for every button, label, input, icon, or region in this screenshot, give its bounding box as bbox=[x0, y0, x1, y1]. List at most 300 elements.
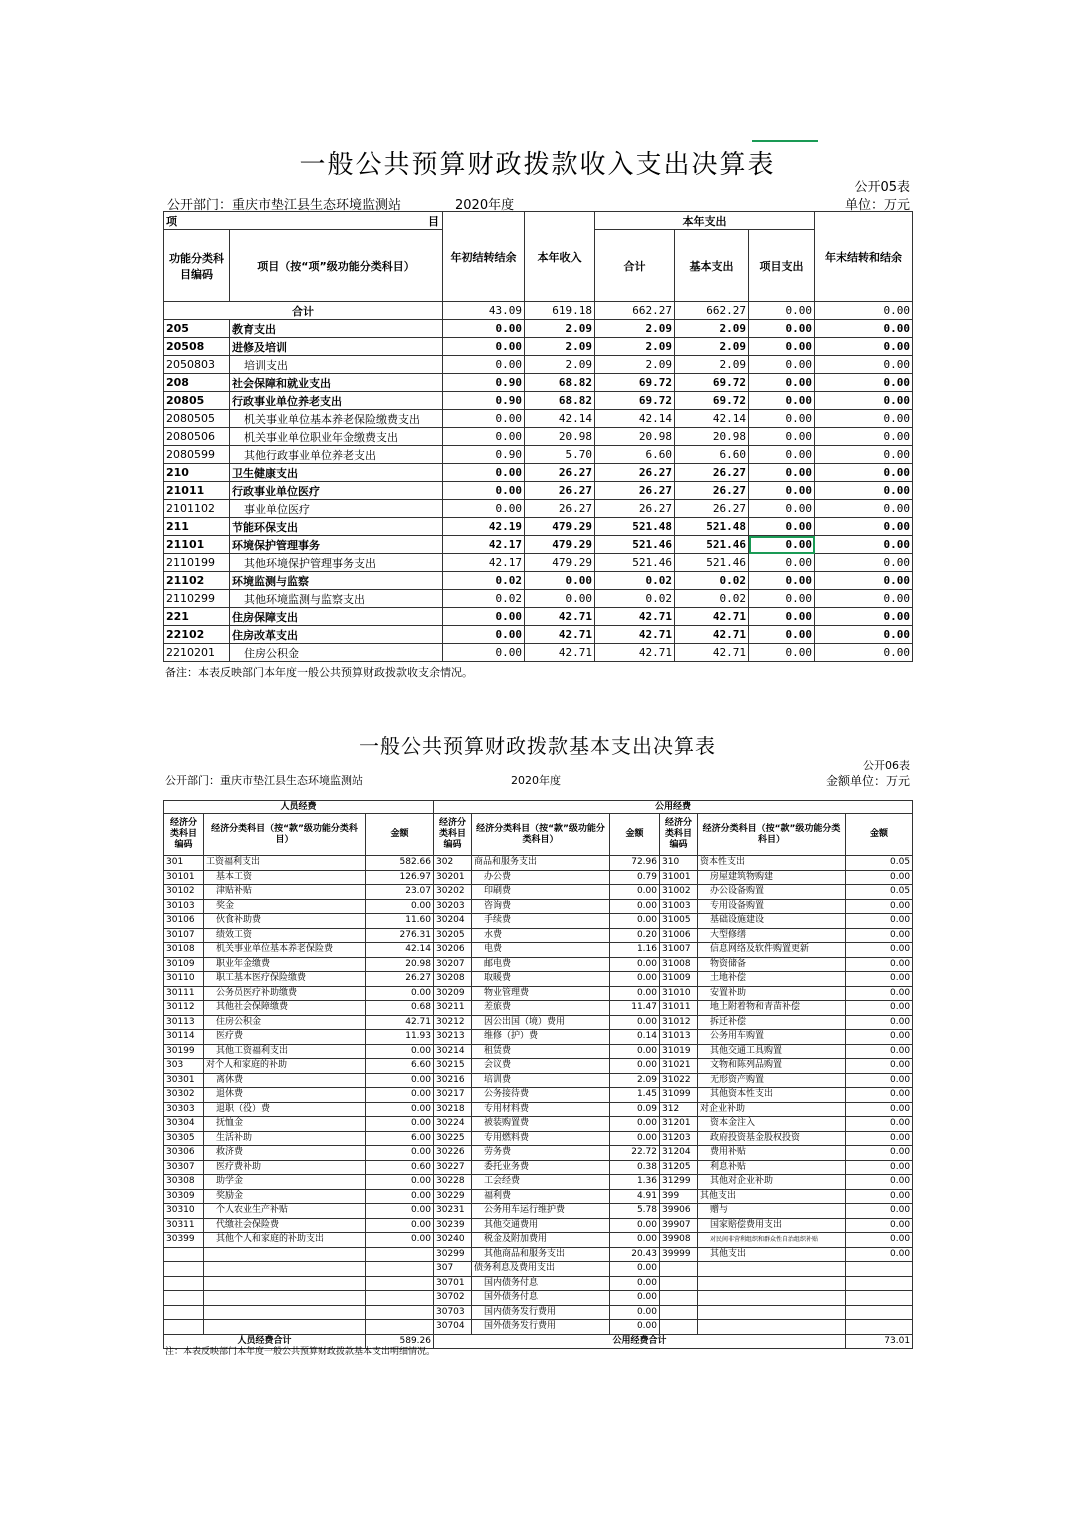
public-amount: 1.16 bbox=[610, 943, 660, 958]
row-total: 6.60 bbox=[595, 446, 675, 464]
personnel-name: 其他社会保障缴费 bbox=[204, 1001, 366, 1016]
table-row bbox=[164, 1204, 913, 1219]
capital-code: 31002 bbox=[660, 885, 698, 900]
personnel-code: 30302 bbox=[164, 1088, 204, 1103]
public-amount: 11.47 bbox=[610, 1001, 660, 1016]
row-end: 0.00 bbox=[815, 356, 913, 374]
row-begin: 42.17 bbox=[443, 536, 525, 554]
total-income: 619.18 bbox=[525, 302, 595, 320]
capital-name: 拆迁补偿 bbox=[698, 1015, 846, 1030]
header-amount-1: 金额 bbox=[366, 814, 434, 856]
header-personnel: 人员经费 bbox=[164, 801, 434, 814]
public-name: 债务利息及费用支出 bbox=[472, 1262, 610, 1277]
personnel-name: 工资福利支出 bbox=[204, 856, 366, 871]
table-row bbox=[164, 500, 913, 518]
table-row bbox=[164, 943, 913, 958]
public-name: 办公费 bbox=[472, 870, 610, 885]
personnel-name bbox=[204, 1291, 366, 1306]
capital-code bbox=[660, 1262, 698, 1277]
row-begin: 0.00 bbox=[443, 464, 525, 482]
personnel-code: 30304 bbox=[164, 1117, 204, 1132]
header-name-2: 经济分类科目（按“款”级功能分类科目） bbox=[472, 814, 610, 856]
row-begin: 0.00 bbox=[443, 500, 525, 518]
public-code: 30214 bbox=[434, 1044, 472, 1059]
unit-label: 单位：万元 bbox=[844, 198, 910, 213]
row-item-name: 卫生健康支出 bbox=[230, 464, 443, 482]
row-item-name: 行政事业单位医疗 bbox=[230, 482, 443, 500]
personnel-amount: 126.97 bbox=[366, 870, 434, 885]
public-amount: 0.00 bbox=[610, 986, 660, 1001]
row-begin: 0.02 bbox=[443, 572, 525, 590]
public-amount: 0.00 bbox=[610, 1320, 660, 1335]
row-begin: 0.90 bbox=[443, 374, 525, 392]
personnel-name: 对个人和家庭的补助 bbox=[204, 1059, 366, 1074]
public-name: 商品和服务支出 bbox=[472, 856, 610, 871]
row-project: 0.00 bbox=[749, 590, 815, 608]
row-project: 0.00 bbox=[749, 464, 815, 482]
row-end: 0.00 bbox=[815, 554, 913, 572]
header-begin: 年初结转结余 bbox=[443, 212, 525, 302]
public-code: 30203 bbox=[434, 899, 472, 914]
personnel-code: 30107 bbox=[164, 928, 204, 943]
capital-name: 无形资产购置 bbox=[698, 1073, 846, 1088]
personnel-code bbox=[164, 1247, 204, 1262]
row-income: 2.09 bbox=[525, 356, 595, 374]
row-item-name: 其他行政事业单位养老支出 bbox=[230, 446, 443, 464]
capital-name: 资本金注入 bbox=[698, 1117, 846, 1132]
personnel-amount: 42.71 bbox=[366, 1015, 434, 1030]
public-code: 30215 bbox=[434, 1059, 472, 1074]
capital-code: 31013 bbox=[660, 1030, 698, 1045]
row-end: 0.00 bbox=[815, 500, 913, 518]
public-code: 30201 bbox=[434, 870, 472, 885]
capital-name: 利息补贴 bbox=[698, 1160, 846, 1175]
row-item-name: 事业单位医疗 bbox=[230, 500, 443, 518]
capital-code: 31005 bbox=[660, 914, 698, 929]
personnel-name bbox=[204, 1247, 366, 1262]
row-basic: 42.14 bbox=[675, 410, 749, 428]
public-name: 专用材料费 bbox=[472, 1102, 610, 1117]
row-func-code: 20805 bbox=[164, 392, 230, 410]
row-income: 42.71 bbox=[525, 608, 595, 626]
row-begin: 0.00 bbox=[443, 626, 525, 644]
header-amount-2: 金额 bbox=[610, 814, 660, 856]
capital-code: 39906 bbox=[660, 1204, 698, 1219]
row-end: 0.00 bbox=[815, 428, 913, 446]
personnel-code: 303 bbox=[164, 1059, 204, 1074]
capital-amount: 0.00 bbox=[846, 1218, 913, 1233]
public-code: 30212 bbox=[434, 1015, 472, 1030]
personnel-amount: 0.00 bbox=[366, 1044, 434, 1059]
table-row bbox=[164, 986, 913, 1001]
capital-name: 资本性支出 bbox=[698, 856, 846, 871]
public-amount: 0.00 bbox=[610, 1305, 660, 1320]
public-amount: 0.00 bbox=[610, 1059, 660, 1074]
public-code: 30240 bbox=[434, 1233, 472, 1248]
public-code: 30704 bbox=[434, 1320, 472, 1335]
row-func-code: 2080505 bbox=[164, 410, 230, 428]
header-basic: 基本支出 bbox=[675, 230, 749, 302]
row-project: 0.00 bbox=[749, 446, 815, 464]
personnel-name: 抚恤金 bbox=[204, 1117, 366, 1132]
capital-code bbox=[660, 1305, 698, 1320]
personnel-amount: 26.27 bbox=[366, 972, 434, 987]
capital-amount: 0.00 bbox=[846, 1059, 913, 1074]
personnel-amount: 0.68 bbox=[366, 1001, 434, 1016]
row-func-code: 2080506 bbox=[164, 428, 230, 446]
total-basic: 662.27 bbox=[675, 302, 749, 320]
row-project: 0.00 bbox=[749, 518, 815, 536]
header-func-code: 功能分类科目编码 bbox=[164, 230, 230, 302]
table-row bbox=[164, 1175, 913, 1190]
public-amount: 0.38 bbox=[610, 1160, 660, 1175]
personnel-amount: 0.00 bbox=[366, 1175, 434, 1190]
row-total: 42.71 bbox=[595, 644, 675, 662]
public-name: 水费 bbox=[472, 928, 610, 943]
row-basic: 0.02 bbox=[675, 572, 749, 590]
table-row bbox=[164, 1088, 913, 1103]
personnel-amount: 0.00 bbox=[366, 899, 434, 914]
row-basic: 521.46 bbox=[675, 536, 749, 554]
row-total: 42.14 bbox=[595, 410, 675, 428]
row-project: 0.00 bbox=[749, 356, 815, 374]
capital-code: 31010 bbox=[660, 986, 698, 1001]
row-basic: 6.60 bbox=[675, 446, 749, 464]
table-row bbox=[164, 1233, 913, 1248]
row-income: 42.71 bbox=[525, 626, 595, 644]
row-basic: 2.09 bbox=[675, 338, 749, 356]
public-amount: 0.00 bbox=[610, 899, 660, 914]
row-basic: 2.09 bbox=[675, 320, 749, 338]
header-name-3: 经济分类科目（按“款”级功能分类科目） bbox=[698, 814, 846, 856]
row-income: 479.29 bbox=[525, 554, 595, 572]
capital-amount: 0.00 bbox=[846, 1233, 913, 1248]
row-end: 0.00 bbox=[815, 482, 913, 500]
personnel-amount: 0.00 bbox=[366, 1073, 434, 1088]
capital-amount: 0.00 bbox=[846, 1247, 913, 1262]
public-code: 30213 bbox=[434, 1030, 472, 1045]
row-begin: 0.00 bbox=[443, 482, 525, 500]
table-row bbox=[164, 1030, 913, 1045]
capital-name: 其他资本性支出 bbox=[698, 1088, 846, 1103]
row-project: 0.00 bbox=[749, 626, 815, 644]
personnel-amount bbox=[366, 1276, 434, 1291]
public-amount: 0.14 bbox=[610, 1030, 660, 1045]
row-income: 20.98 bbox=[525, 428, 595, 446]
personnel-name: 离休费 bbox=[204, 1073, 366, 1088]
public-code: 30204 bbox=[434, 914, 472, 929]
capital-amount: 0.00 bbox=[846, 1146, 913, 1161]
public-amount: 5.78 bbox=[610, 1204, 660, 1219]
row-item-name: 住房改革支出 bbox=[230, 626, 443, 644]
row-begin: 0.90 bbox=[443, 446, 525, 464]
public-name: 其他交通费用 bbox=[472, 1218, 610, 1233]
row-begin: 0.00 bbox=[443, 644, 525, 662]
public-amount: 2.09 bbox=[610, 1073, 660, 1088]
row-item-name: 节能环保支出 bbox=[230, 518, 443, 536]
header-public: 公用经费 bbox=[434, 801, 913, 814]
table-06-title: 一般公共预算财政拨款基本支出决算表 bbox=[359, 734, 716, 758]
personnel-code bbox=[164, 1291, 204, 1306]
table-row bbox=[164, 464, 913, 482]
personnel-amount: 0.00 bbox=[366, 1102, 434, 1117]
capital-code: 31021 bbox=[660, 1059, 698, 1074]
personnel-amount bbox=[366, 1320, 434, 1335]
public-name: 物业管理费 bbox=[472, 986, 610, 1001]
capital-amount: 0.00 bbox=[846, 1117, 913, 1132]
row-project: 0.00 bbox=[749, 338, 815, 356]
row-project: 0.00 bbox=[749, 644, 815, 662]
capital-amount: 0.00 bbox=[846, 914, 913, 929]
capital-name: 对民间非营利组织和群众性自治组织补贴 bbox=[698, 1233, 846, 1248]
row-end: 0.00 bbox=[815, 446, 913, 464]
table-row bbox=[164, 356, 913, 374]
capital-amount: 0.00 bbox=[846, 1073, 913, 1088]
table-row bbox=[164, 1073, 913, 1088]
capital-name: 房屋建筑物购建 bbox=[698, 870, 846, 885]
table-row bbox=[164, 914, 913, 929]
public-name: 公务接待费 bbox=[472, 1088, 610, 1103]
capital-amount: 0.00 bbox=[846, 1175, 913, 1190]
row-income: 26.27 bbox=[525, 482, 595, 500]
row-func-code: 2110199 bbox=[164, 554, 230, 572]
capital-code: 31022 bbox=[660, 1073, 698, 1088]
capital-code: 31007 bbox=[660, 943, 698, 958]
public-code: 30209 bbox=[434, 986, 472, 1001]
row-item-name: 环境保护管理事务 bbox=[230, 536, 443, 554]
capital-amount: 0.00 bbox=[846, 957, 913, 972]
capital-amount: 0.00 bbox=[846, 1044, 913, 1059]
personnel-amount bbox=[366, 1247, 434, 1262]
personnel-amount: 20.98 bbox=[366, 957, 434, 972]
public-amount: 0.00 bbox=[610, 1262, 660, 1277]
row-begin: 0.90 bbox=[443, 392, 525, 410]
table-row bbox=[164, 626, 913, 644]
row-basic: 42.71 bbox=[675, 626, 749, 644]
personnel-name: 奖励金 bbox=[204, 1189, 366, 1204]
year-label: 2020年度 bbox=[455, 198, 515, 213]
row-end: 0.00 bbox=[815, 410, 913, 428]
row-income: 0.00 bbox=[525, 572, 595, 590]
table-row bbox=[164, 1001, 913, 1016]
row-total: 42.71 bbox=[595, 608, 675, 626]
personnel-code: 30301 bbox=[164, 1073, 204, 1088]
personnel-amount: 0.00 bbox=[366, 1189, 434, 1204]
personnel-name: 个人农业生产补贴 bbox=[204, 1204, 366, 1219]
personnel-name: 其他工资福利支出 bbox=[204, 1044, 366, 1059]
capital-code bbox=[660, 1320, 698, 1335]
public-name: 公务用车运行维护费 bbox=[472, 1204, 610, 1219]
table-05-sheet bbox=[163, 140, 912, 680]
personnel-amount: 0.00 bbox=[366, 1088, 434, 1103]
public-amount: 0.00 bbox=[610, 914, 660, 929]
row-begin: 0.02 bbox=[443, 590, 525, 608]
public-code: 30703 bbox=[434, 1305, 472, 1320]
public-code: 30211 bbox=[434, 1001, 472, 1016]
row-func-code: 20508 bbox=[164, 338, 230, 356]
table-row bbox=[164, 392, 913, 410]
row-basic: 521.46 bbox=[675, 554, 749, 572]
personnel-name: 其他个人和家庭的补助支出 bbox=[204, 1233, 366, 1248]
personnel-code: 30307 bbox=[164, 1160, 204, 1175]
row-project: 0.00 bbox=[749, 428, 815, 446]
capital-code: 31001 bbox=[660, 870, 698, 885]
row-project: 0.00 bbox=[749, 500, 815, 518]
capital-name: 地上附着物和青苗补偿 bbox=[698, 1001, 846, 1016]
header-mu: 目 bbox=[428, 214, 439, 228]
header-name-1: 经济分类科目（按“款”级功能分类科目） bbox=[204, 814, 366, 856]
row-income: 479.29 bbox=[525, 518, 595, 536]
capital-code: 31019 bbox=[660, 1044, 698, 1059]
header-amount-3: 金额 bbox=[846, 814, 913, 856]
personnel-name: 津贴补贴 bbox=[204, 885, 366, 900]
public-code: 30225 bbox=[434, 1131, 472, 1146]
personnel-name: 生活补助 bbox=[204, 1131, 366, 1146]
total-sum: 662.27 bbox=[595, 302, 675, 320]
row-income: 42.71 bbox=[525, 644, 595, 662]
capital-name: 费用补贴 bbox=[698, 1146, 846, 1161]
capital-amount: 0.00 bbox=[846, 1030, 913, 1045]
public-name: 印刷费 bbox=[472, 885, 610, 900]
capital-code: 31299 bbox=[660, 1175, 698, 1190]
personnel-code: 30108 bbox=[164, 943, 204, 958]
public-amount: 72.96 bbox=[610, 856, 660, 871]
capital-amount: 0.00 bbox=[846, 1102, 913, 1117]
capital-name: 政府投资基金股权投资 bbox=[698, 1131, 846, 1146]
row-project[interactable]: 0.00 bbox=[749, 536, 815, 554]
row-func-code: 2110299 bbox=[164, 590, 230, 608]
capital-code: 39907 bbox=[660, 1218, 698, 1233]
total-end: 0.00 bbox=[815, 302, 913, 320]
personnel-name: 机关事业单位基本养老保险费 bbox=[204, 943, 366, 958]
row-func-code: 205 bbox=[164, 320, 230, 338]
public-name: 工会经费 bbox=[472, 1175, 610, 1190]
row-income: 2.09 bbox=[525, 338, 595, 356]
public-code: 30218 bbox=[434, 1102, 472, 1117]
public-code: 30702 bbox=[434, 1291, 472, 1306]
public-name: 委托业务费 bbox=[472, 1160, 610, 1175]
table-row bbox=[164, 572, 913, 590]
table-row bbox=[164, 928, 913, 943]
public-amount: 0.09 bbox=[610, 1102, 660, 1117]
personnel-code: 30110 bbox=[164, 972, 204, 987]
personnel-amount: 582.66 bbox=[366, 856, 434, 871]
table-row bbox=[164, 644, 913, 662]
capital-amount: 0.05 bbox=[846, 856, 913, 871]
public-amount: 0.00 bbox=[610, 1131, 660, 1146]
department-label-06: 公开部门：重庆市垫江县生态环境监测站 bbox=[165, 774, 363, 787]
form-number-06: 公开06表 bbox=[863, 759, 910, 772]
row-total: 0.02 bbox=[595, 590, 675, 608]
row-func-code: 211 bbox=[164, 518, 230, 536]
public-code: 30701 bbox=[434, 1276, 472, 1291]
capital-name: 文物和陈列品购置 bbox=[698, 1059, 846, 1074]
capital-name: 专用设备购置 bbox=[698, 899, 846, 914]
personnel-name: 住房公积金 bbox=[204, 1015, 366, 1030]
row-total: 69.72 bbox=[595, 392, 675, 410]
public-code: 30227 bbox=[434, 1160, 472, 1175]
table-row bbox=[164, 374, 913, 392]
table-row bbox=[164, 1044, 913, 1059]
table-row bbox=[164, 1160, 913, 1175]
personnel-total-value: 589.26 bbox=[366, 1334, 434, 1349]
row-func-code: 21101 bbox=[164, 536, 230, 554]
form-number: 公开05表 bbox=[854, 180, 910, 195]
personnel-name: 伙食补助费 bbox=[204, 914, 366, 929]
row-basic: 0.02 bbox=[675, 590, 749, 608]
capital-name: 其他交通工具购置 bbox=[698, 1044, 846, 1059]
public-amount: 1.45 bbox=[610, 1088, 660, 1103]
personnel-code bbox=[164, 1305, 204, 1320]
public-amount: 0.20 bbox=[610, 928, 660, 943]
public-total-value: 73.01 bbox=[846, 1334, 913, 1349]
row-item-name: 住房保障支出 bbox=[230, 608, 443, 626]
row-basic: 20.98 bbox=[675, 428, 749, 446]
capital-code: 31012 bbox=[660, 1015, 698, 1030]
public-amount: 0.00 bbox=[610, 957, 660, 972]
public-name: 维修（护）费 bbox=[472, 1030, 610, 1045]
row-func-code: 21011 bbox=[164, 482, 230, 500]
total-project: 0.00 bbox=[749, 302, 815, 320]
public-name: 国内债务发行费用 bbox=[472, 1305, 610, 1320]
public-code: 30299 bbox=[434, 1247, 472, 1262]
public-amount: 0.00 bbox=[610, 1218, 660, 1233]
row-total: 2.09 bbox=[595, 338, 675, 356]
capital-amount: 0.00 bbox=[846, 1088, 913, 1103]
public-name: 国内债务付息 bbox=[472, 1276, 610, 1291]
personnel-code: 30114 bbox=[164, 1030, 204, 1045]
row-income: 68.82 bbox=[525, 374, 595, 392]
table-row bbox=[164, 1189, 913, 1204]
row-func-code: 22102 bbox=[164, 626, 230, 644]
row-project: 0.00 bbox=[749, 410, 815, 428]
public-name: 福利费 bbox=[472, 1189, 610, 1204]
personnel-amount bbox=[366, 1291, 434, 1306]
capital-amount: 0.05 bbox=[846, 885, 913, 900]
public-amount: 0.00 bbox=[610, 1233, 660, 1248]
personnel-amount: 0.00 bbox=[366, 1233, 434, 1248]
row-end: 0.00 bbox=[815, 572, 913, 590]
header-income: 本年收入 bbox=[525, 212, 595, 302]
capital-code bbox=[660, 1276, 698, 1291]
row-item-name: 住房公积金 bbox=[230, 644, 443, 662]
public-amount: 1.36 bbox=[610, 1175, 660, 1190]
row-begin: 42.17 bbox=[443, 554, 525, 572]
table-06-note: 注：本表反映部门本年度一般公共预算财政拨款基本支出明细情况。 bbox=[165, 1347, 436, 1357]
capital-code bbox=[660, 1291, 698, 1306]
public-code: 30207 bbox=[434, 957, 472, 972]
capital-name: 赠与 bbox=[698, 1204, 846, 1219]
row-end: 0.00 bbox=[815, 536, 913, 554]
public-name: 邮电费 bbox=[472, 957, 610, 972]
public-code: 30224 bbox=[434, 1117, 472, 1132]
row-end: 0.00 bbox=[815, 338, 913, 356]
capital-name: 其他支出 bbox=[698, 1189, 846, 1204]
capital-name: 对企业补助 bbox=[698, 1102, 846, 1117]
public-amount: 0.00 bbox=[610, 972, 660, 987]
public-name: 会议费 bbox=[472, 1059, 610, 1074]
capital-amount: 0.00 bbox=[846, 1015, 913, 1030]
public-code: 302 bbox=[434, 856, 472, 871]
table-06-sheet bbox=[163, 728, 912, 1388]
table-row bbox=[164, 1015, 913, 1030]
row-income: 68.82 bbox=[525, 392, 595, 410]
personnel-code: 30311 bbox=[164, 1218, 204, 1233]
row-basic: 521.48 bbox=[675, 518, 749, 536]
row-item-name: 其他环境保护管理事务支出 bbox=[230, 554, 443, 572]
public-amount: 0.00 bbox=[610, 1044, 660, 1059]
public-name: 劳务费 bbox=[472, 1146, 610, 1161]
